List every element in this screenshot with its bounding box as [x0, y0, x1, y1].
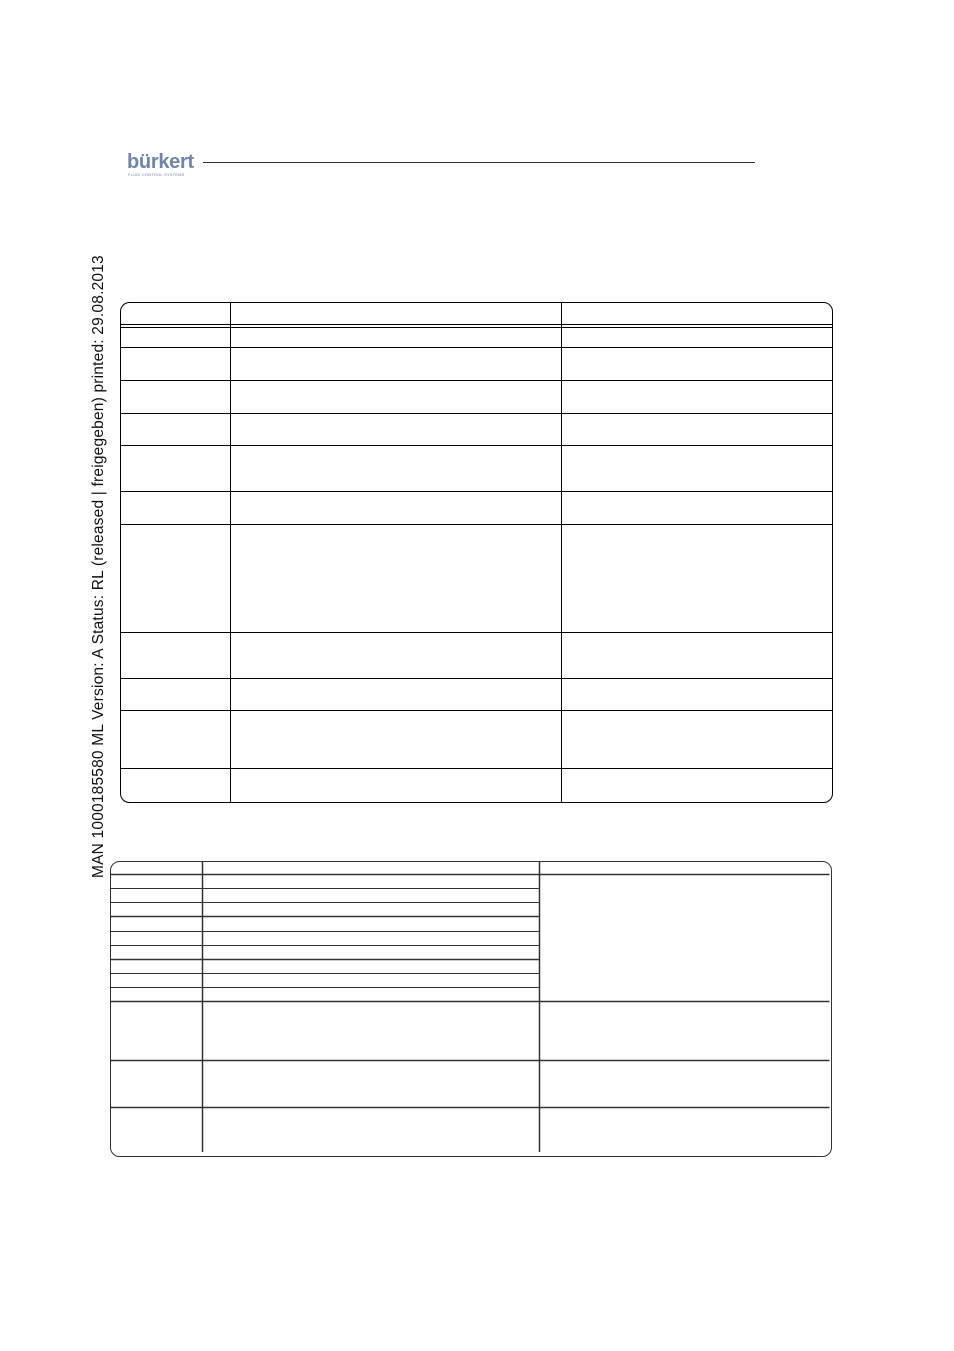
logo-wordmark: bürkert	[127, 151, 194, 173]
logo-tagline: FLUID CONTROL SYSTEMS	[128, 172, 185, 177]
document-control-stamp: MAN 1000185580 ML Version: A Status: RL (released | freigegeben) printed: 29.08.2013	[90, 255, 107, 878]
table-2-frame	[111, 862, 832, 1157]
